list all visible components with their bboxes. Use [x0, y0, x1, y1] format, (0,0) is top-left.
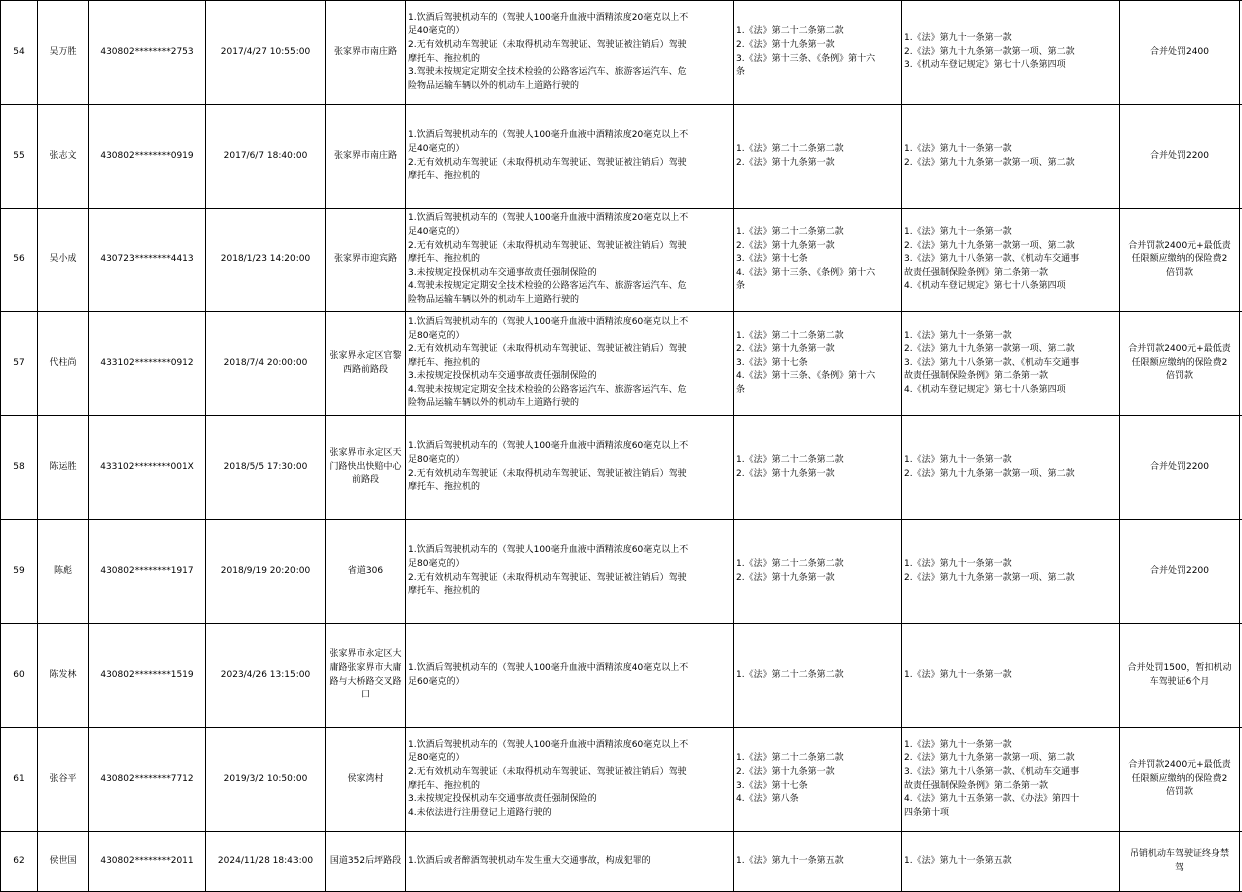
- cell-law-line: 3.《法》第十七条: [736, 357, 899, 371]
- cell-law-line: 4.《法》第十三条、《条例》第十六: [736, 370, 899, 384]
- cell-no-text: 61: [3, 773, 35, 787]
- cell-name: [38, 520, 89, 624]
- cell-penalty: [1120, 520, 1240, 624]
- cell-law: [734, 416, 902, 520]
- cell-place: [326, 312, 406, 416]
- cell-law: [734, 832, 902, 892]
- cell-violation: [406, 209, 734, 312]
- table-row: [1, 312, 1242, 416]
- cell-penalty-line: 合并罚款2400元+最低责: [1122, 240, 1237, 254]
- cell-id-number: [89, 312, 206, 416]
- cell-name-text: 代柱尚: [40, 357, 86, 371]
- cell-no-text: 60: [3, 669, 35, 683]
- cell-violation-line: 1.饮酒后或者醉酒驾驶机动车发生重大交通事故，构成犯罪的: [408, 855, 731, 869]
- cell-id-number-text: 433102********0912: [91, 357, 203, 371]
- cell-law-line: 条: [736, 66, 899, 80]
- cell-violation-line: 险物品运输车辆以外的机动车上道路行驶的: [408, 397, 731, 411]
- cell-law-line: 2.《法》第十九条第一款: [736, 343, 899, 357]
- cell-violation-line: 3.驾驶未按规定定期安全技术检验的公路客运汽车、旅游客运汽车、危: [408, 66, 731, 80]
- cell-violation-line: 险物品运输车辆以外的机动车上道路行驶的: [408, 294, 731, 308]
- table-row: [1, 520, 1242, 624]
- cell-basis: [902, 520, 1120, 624]
- cell-violation-line: 足80毫克的）: [408, 330, 731, 344]
- cell-place-text: 张家界市迎宾路: [328, 253, 403, 267]
- cell-name: [38, 209, 89, 312]
- cell-time-text: 2019/3/2 10:50:00: [208, 773, 323, 787]
- cell-name: [38, 1, 89, 105]
- cell-violation-line: 2.无有效机动车驾驶证（未取得机动车驾驶证、驾驶证被注销后）驾驶: [408, 572, 731, 586]
- cell-id-number-text: 430802********1917: [91, 565, 203, 579]
- cell-basis-line: 1.《法》第九十一条第一款: [904, 226, 1117, 240]
- cell-time: [206, 520, 326, 624]
- cell-law-line: 2.《法》第十九条第一款: [736, 766, 899, 780]
- cell-penalty-line: 倍罚款: [1122, 786, 1237, 800]
- cell-basis: [902, 728, 1120, 832]
- cell-penalty-line: 合并处罚2400: [1122, 46, 1237, 60]
- cell-violation-line: 3.未按规定投保机动车交通事故责任强制保险的: [408, 793, 731, 807]
- cell-place-text: 张家界永定区官黎西路前路段: [328, 350, 403, 377]
- cell-no-text: 62: [3, 855, 35, 869]
- cell-no: [1, 520, 38, 624]
- cell-law-line: 2.《法》第十九条第一款: [736, 157, 899, 171]
- cell-law-line: 3.《法》第十三条、《条例》第十六: [736, 53, 899, 67]
- cell-place-text: 张家界市永定区大庸路张家界市大庸路与大桥路交叉路口: [328, 648, 403, 702]
- cell-violation-line: 足80毫克的）: [408, 558, 731, 572]
- cell-violation-line: 1.饮酒后驾驶机动车的（驾驶人100毫升血液中酒精浓度60毫克以上不: [408, 544, 731, 558]
- cell-penalty-line: 任限额应缴纳的保险费2: [1122, 773, 1237, 787]
- cell-basis: [902, 209, 1120, 312]
- cell-id-number: [89, 624, 206, 728]
- cell-time: [206, 832, 326, 892]
- cell-penalty: [1120, 209, 1240, 312]
- cell-basis-line: 4.《法》第九十五条第一款、《办法》第四十: [904, 793, 1117, 807]
- cell-basis-line: 1.《法》第九十一条第一款: [904, 330, 1117, 344]
- cell-id-number-text: 430802********7712: [91, 773, 203, 787]
- cell-name: [38, 312, 89, 416]
- cell-violation-line: 4.驾驶未按规定定期安全技术检验的公路客运汽车、旅游客运汽车、危: [408, 280, 731, 294]
- cell-time-text: 2018/5/5 17:30:00: [208, 461, 323, 475]
- cell-law-line: 1.《法》第二十二条第二款: [736, 25, 899, 39]
- cell-penalty: [1120, 312, 1240, 416]
- cell-time-text: 2018/7/4 20:00:00: [208, 357, 323, 371]
- cell-basis-line: 故责任强制保险条例》第二条第一款: [904, 370, 1117, 384]
- cell-name: [38, 624, 89, 728]
- cell-id-number-text: 430802********0919: [91, 150, 203, 164]
- cell-place-text: 张家界市南庄路: [328, 150, 403, 164]
- cell-basis: [902, 105, 1120, 209]
- table-row: [1, 624, 1242, 728]
- cell-penalty-line: 任限额应缴纳的保险费2: [1122, 253, 1237, 267]
- cell-basis: [902, 312, 1120, 416]
- cell-violation-line: 摩托车、拖拉机的: [408, 481, 731, 495]
- cell-id-number-text: 430723********4413: [91, 253, 203, 267]
- cell-violation: [406, 728, 734, 832]
- cell-time: [206, 624, 326, 728]
- cell-name: [38, 105, 89, 209]
- cell-violation-line: 2.无有效机动车驾驶证（未取得机动车驾驶证、驾驶证被注销后）驾驶: [408, 766, 731, 780]
- cell-violation-line: 足40毫克的）: [408, 143, 731, 157]
- cell-basis-line: 故责任强制保险条例》第二条第一款: [904, 780, 1117, 794]
- cell-penalty-line: 合并处罚1500，暂扣机动: [1122, 662, 1237, 676]
- table-row: [1, 416, 1242, 520]
- cell-law-line: 1.《法》第二十二条第二款: [736, 558, 899, 572]
- cell-id-number-text: 430802********2753: [91, 46, 203, 60]
- cell-basis-line: 2.《法》第九十九条第一款第一项、第二款: [904, 468, 1117, 482]
- cell-basis-line: 1.《法》第九十一条第一款: [904, 32, 1117, 46]
- cell-basis: [902, 1, 1120, 105]
- cell-law-line: 1.《法》第二十二条第二款: [736, 752, 899, 766]
- cell-time-text: 2024/11/28 18:43:00: [208, 855, 323, 869]
- cell-id-number: [89, 832, 206, 892]
- cell-law: [734, 1, 902, 105]
- cell-time: [206, 105, 326, 209]
- cell-name-text: 张谷平: [40, 773, 86, 787]
- cell-violation-line: 3.未按规定投保机动车交通事故责任强制保险的: [408, 370, 731, 384]
- cell-basis: [902, 624, 1120, 728]
- cell-time: [206, 312, 326, 416]
- cell-penalty-line: 吊销机动车驾驶证终身禁: [1122, 848, 1237, 862]
- cell-law-line: 1.《法》第二十二条第二款: [736, 330, 899, 344]
- cell-no: [1, 105, 38, 209]
- cell-law-line: 1.《法》第九十一条第五款: [736, 855, 899, 869]
- cell-law-line: 2.《法》第十九条第一款: [736, 39, 899, 53]
- cell-id-number: [89, 520, 206, 624]
- cell-id-number: [89, 105, 206, 209]
- cell-law-line: 3.《法》第十七条: [736, 253, 899, 267]
- cell-id-number: [89, 728, 206, 832]
- cell-basis-line: 3.《法》第九十八条第一款、《机动车交通事: [904, 253, 1117, 267]
- cell-place: [326, 728, 406, 832]
- cell-law: [734, 209, 902, 312]
- cell-violation-line: 足80毫克的）: [408, 454, 731, 468]
- cell-name: [38, 416, 89, 520]
- cell-violation: [406, 624, 734, 728]
- cell-penalty-line: 合并处罚2200: [1122, 461, 1237, 475]
- cell-violation-line: 1.饮酒后驾驶机动车的（驾驶人100毫升血液中酒精浓度60毫克以上不: [408, 316, 731, 330]
- cell-violation-line: 2.无有效机动车驾驶证（未取得机动车驾驶证、驾驶证被注销后）驾驶: [408, 157, 731, 171]
- cell-law: [734, 624, 902, 728]
- cell-violation: [406, 832, 734, 892]
- cell-place: [326, 209, 406, 312]
- cell-place: [326, 832, 406, 892]
- cell-violation-line: 足80毫克的）: [408, 752, 731, 766]
- cell-time: [206, 728, 326, 832]
- cell-violation-line: 2.无有效机动车驾驶证（未取得机动车驾驶证、驾驶证被注销后）驾驶: [408, 39, 731, 53]
- cell-basis-line: 1.《法》第九十一条第一款: [904, 739, 1117, 753]
- cell-violation-line: 1.饮酒后驾驶机动车的（驾驶人100毫升血液中酒精浓度40毫克以上不: [408, 662, 731, 676]
- cell-law-line: 2.《法》第十九条第一款: [736, 572, 899, 586]
- cell-no-text: 56: [3, 253, 35, 267]
- cell-name-text: 吴万胜: [40, 46, 86, 60]
- cell-penalty-line: 合并处罚2200: [1122, 565, 1237, 579]
- cell-penalty: [1120, 728, 1240, 832]
- cell-law-line: 4.《法》第八条: [736, 793, 899, 807]
- cell-no-text: 58: [3, 461, 35, 475]
- cell-law-line: 1.《法》第二十二条第二款: [736, 226, 899, 240]
- cell-penalty-line: 倍罚款: [1122, 370, 1237, 384]
- cell-law-line: 3.《法》第十七条: [736, 780, 899, 794]
- cell-law: [734, 105, 902, 209]
- cell-no: [1, 209, 38, 312]
- cell-id-number: [89, 416, 206, 520]
- cell-no-text: 54: [3, 46, 35, 60]
- cell-violation-line: 摩托车、拖拉机的: [408, 170, 731, 184]
- cell-place: [326, 520, 406, 624]
- cell-time-text: 2018/1/23 14:20:00: [208, 253, 323, 267]
- cell-violation-line: 1.饮酒后驾驶机动车的（驾驶人100毫升血液中酒精浓度20毫克以上不: [408, 12, 731, 26]
- cell-basis-line: 2.《法》第九十九条第一款第一项、第二款: [904, 240, 1117, 254]
- cell-violation-line: 1.饮酒后驾驶机动车的（驾驶人100毫升血液中酒精浓度60毫克以上不: [408, 440, 731, 454]
- cell-violation-line: 4.未依法进行注册登记上道路行驶的: [408, 807, 731, 821]
- cell-name-text: 张志文: [40, 150, 86, 164]
- cell-name-text: 吴小成: [40, 253, 86, 267]
- cell-violation: [406, 312, 734, 416]
- cell-penalty: [1120, 624, 1240, 728]
- cell-name-text: 陈彪: [40, 565, 86, 579]
- cell-violation-line: 2.无有效机动车驾驶证（未取得机动车驾驶证、驾驶证被注销后）驾驶: [408, 240, 731, 254]
- cell-penalty-line: 任限额应缴纳的保险费2: [1122, 357, 1237, 371]
- cell-law: [734, 520, 902, 624]
- cell-violation-line: 足40毫克的）: [408, 226, 731, 240]
- cell-law-line: 1.《法》第二十二条第二款: [736, 454, 899, 468]
- cell-id-number-text: 430802********1519: [91, 669, 203, 683]
- cell-basis-line: 1.《法》第九十一条第一款: [904, 454, 1117, 468]
- cell-place: [326, 416, 406, 520]
- cell-basis-line: 1.《法》第九十一条第一款: [904, 669, 1117, 683]
- cell-place: [326, 1, 406, 105]
- cell-law-line: 1.《法》第二十二条第二款: [736, 143, 899, 157]
- cell-penalty-line: 合并罚款2400元+最低责: [1122, 343, 1237, 357]
- cell-penalty: [1120, 105, 1240, 209]
- cell-name-text: 陈运胜: [40, 461, 86, 475]
- cell-basis-line: 4.《机动车登记规定》第七十八条第四项: [904, 384, 1117, 398]
- cell-time-text: 2017/6/7 18:40:00: [208, 150, 323, 164]
- cell-basis-line: 1.《法》第九十一条第一款: [904, 558, 1117, 572]
- cell-name-text: 侯世国: [40, 855, 86, 869]
- cell-violation-line: 摩托车、拖拉机的: [408, 780, 731, 794]
- cell-basis-line: 2.《法》第九十九条第一款第一项、第二款: [904, 157, 1117, 171]
- cell-basis-line: 四条第十项: [904, 807, 1117, 821]
- cell-penalty-line: 车驾驶证6个月: [1122, 676, 1237, 690]
- cell-violation-line: 足40毫克的）: [408, 25, 731, 39]
- cell-violation: [406, 105, 734, 209]
- cell-name: [38, 728, 89, 832]
- cell-violation-line: 3.未按规定投保机动车交通事故责任强制保险的: [408, 267, 731, 281]
- cell-penalty: [1120, 1, 1240, 105]
- cell-law-line: 2.《法》第十九条第一款: [736, 468, 899, 482]
- table-row: [1, 209, 1242, 312]
- cell-no: [1, 416, 38, 520]
- cell-id-number-text: 433102********001X: [91, 461, 203, 475]
- cell-law: [734, 312, 902, 416]
- cell-law-line: 4.《法》第十三条、《条例》第十六: [736, 267, 899, 281]
- table-row: [1, 728, 1242, 832]
- cell-place-text: 国道352后坪路段: [328, 855, 403, 869]
- cell-place-text: 省道306: [328, 565, 403, 579]
- cell-law-line: 2.《法》第十九条第一款: [736, 240, 899, 254]
- cell-place: [326, 105, 406, 209]
- cell-violation-line: 4.驾驶未按规定定期安全技术检验的公路客运汽车、旅游客运汽车、危: [408, 384, 731, 398]
- cell-basis-line: 2.《法》第九十九条第一款第一项、第二款: [904, 752, 1117, 766]
- cell-time-text: 2023/4/26 13:15:00: [208, 669, 323, 683]
- cell-violation: [406, 520, 734, 624]
- cell-no: [1, 1, 38, 105]
- cell-violation-line: 摩托车、拖拉机的: [408, 53, 731, 67]
- cell-no: [1, 624, 38, 728]
- cell-place-text: 张家界市南庄路: [328, 46, 403, 60]
- cell-time: [206, 1, 326, 105]
- cell-basis-line: 3.《机动车登记规定》第七十八条第四项: [904, 59, 1117, 73]
- cell-name-text: 陈发林: [40, 669, 86, 683]
- cell-violation-line: 险物品运输车辆以外的机动车上道路行驶的: [408, 80, 731, 94]
- cell-no-text: 55: [3, 150, 35, 164]
- cell-basis-line: 2.《法》第九十九条第一款第一项、第二款: [904, 46, 1117, 60]
- cell-place-text: 侯家湾村: [328, 773, 403, 787]
- cell-violation-line: 2.无有效机动车驾驶证（未取得机动车驾驶证、驾驶证被注销后）驾驶: [408, 343, 731, 357]
- cell-time: [206, 209, 326, 312]
- cell-penalty: [1120, 832, 1240, 892]
- cell-penalty-line: 合并处罚2200: [1122, 150, 1237, 164]
- cell-basis-line: 故责任强制保险条例》第二条第一款: [904, 267, 1117, 281]
- cell-id-number: [89, 209, 206, 312]
- cell-violation: [406, 416, 734, 520]
- cell-no: [1, 312, 38, 416]
- cell-place: [326, 624, 406, 728]
- cell-time: [206, 416, 326, 520]
- cell-law-line: 条: [736, 384, 899, 398]
- cell-penalty: [1120, 416, 1240, 520]
- table-row: [1, 1, 1242, 105]
- cell-penalty-line: 倍罚款: [1122, 267, 1237, 281]
- cell-basis-line: 3.《法》第九十八条第一款、《机动车交通事: [904, 357, 1117, 371]
- table-body: [1, 1, 1242, 892]
- cell-no-text: 57: [3, 357, 35, 371]
- cell-no: [1, 832, 38, 892]
- table-row: [1, 105, 1242, 209]
- cell-basis-line: 1.《法》第九十一条第五款: [904, 855, 1117, 869]
- cell-time-text: 2018/9/19 20:20:00: [208, 565, 323, 579]
- cell-place-text: 张家界市永定区天门路快出快赔中心前路段: [328, 447, 403, 488]
- cell-penalty-line: 合并罚款2400元+最低责: [1122, 759, 1237, 773]
- cell-penalty-line: 驾: [1122, 862, 1237, 876]
- cell-violation-line: 1.饮酒后驾驶机动车的（驾驶人100毫升血液中酒精浓度60毫克以上不: [408, 739, 731, 753]
- cell-law-line: 1.《法》第二十二条第二款: [736, 669, 899, 683]
- cell-id-number: [89, 1, 206, 105]
- cell-violation-line: 1.饮酒后驾驶机动车的（驾驶人100毫升血液中酒精浓度20毫克以上不: [408, 212, 731, 226]
- cell-law-line: 条: [736, 280, 899, 294]
- cell-id-number-text: 430802********2011: [91, 855, 203, 869]
- cell-basis: [902, 832, 1120, 892]
- cell-no-text: 59: [3, 565, 35, 579]
- cell-name: [38, 832, 89, 892]
- cell-law: [734, 728, 902, 832]
- cell-basis-line: 2.《法》第九十九条第一款第一项、第二款: [904, 343, 1117, 357]
- cell-violation-line: 摩托车、拖拉机的: [408, 253, 731, 267]
- cell-no: [1, 728, 38, 832]
- table-row: [1, 832, 1242, 892]
- cell-violation-line: 摩托车、拖拉机的: [408, 357, 731, 371]
- cell-violation-line: 摩托车、拖拉机的: [408, 585, 731, 599]
- cell-time-text: 2017/4/27 10:55:00: [208, 46, 323, 60]
- cell-basis-line: 3.《法》第九十八条第一款、《机动车交通事: [904, 766, 1117, 780]
- cell-basis-line: 1.《法》第九十一条第一款: [904, 143, 1117, 157]
- cell-violation-line: 1.饮酒后驾驶机动车的（驾驶人100毫升血液中酒精浓度20毫克以上不: [408, 129, 731, 143]
- cell-basis-line: 4.《机动车登记规定》第七十八条第四项: [904, 280, 1117, 294]
- cell-basis: [902, 416, 1120, 520]
- cell-violation-line: 2.无有效机动车驾驶证（未取得机动车驾驶证、驾驶证被注销后）驾驶: [408, 468, 731, 482]
- cell-violation: [406, 1, 734, 105]
- cell-violation-line: 足60毫克的）: [408, 676, 731, 690]
- cell-basis-line: 2.《法》第九十九条第一款第一项、第二款: [904, 572, 1117, 586]
